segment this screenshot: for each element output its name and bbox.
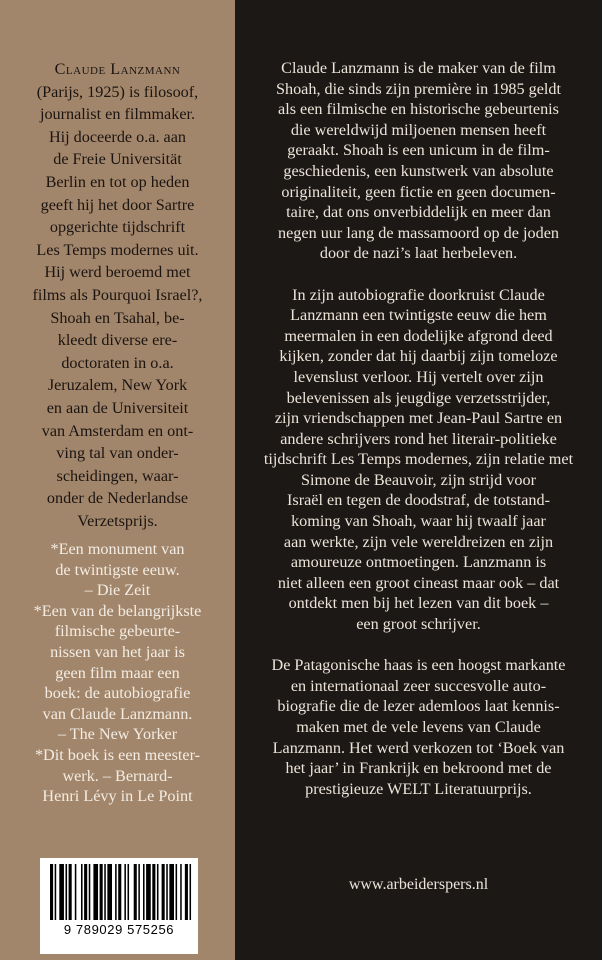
blurb-line: amoureuze ontmoetingen. Lanzmann is [290, 553, 547, 572]
bio-line: geeft hij het door Sartre [40, 195, 195, 214]
barcode-bar [146, 864, 151, 920]
barcode-bar [128, 864, 130, 920]
blurb-line: geschiedenis, een kunstwerk van absolute [283, 161, 554, 180]
barcode-bar [75, 864, 77, 920]
blurb-line: originaliteit, geen fictie en geen documen- [281, 182, 556, 201]
quote-line: *Een monument van [50, 540, 185, 558]
blurb-line: Lanzmann. Het werd verkozen tot ‘Boek van [272, 738, 565, 757]
bio-line: Les Temps modernes uit. [36, 240, 199, 259]
blurb-line: negen uur lang de massamoord op de joden [278, 223, 559, 242]
blurb-line: Lanzmann een twintigste eeuw die hem [290, 306, 547, 325]
blurb-line: andere schrijvers rond het literair-politieke [280, 429, 557, 448]
barcode-digits: 9 789029 575256 [63, 922, 175, 937]
quote-line: filmische gebeurte- [54, 622, 181, 641]
blurb-line: ontdekt men bij het lezen van dit boek – [288, 594, 549, 613]
blurb-line: taire, dat ons onverbiddelijk en meer dan [286, 203, 551, 222]
blurb-line: Simone de Beauvoir, zijn strijd voor [301, 470, 536, 489]
barcode-bar [162, 864, 165, 920]
blurb-line: meermalen in een dodelijke afgrond deed [284, 326, 553, 345]
publisher-url[interactable]: www.arbeiderspers.nl [348, 876, 489, 893]
blurb-paragraph-1 [235, 58, 602, 264]
barcode-bar [84, 864, 87, 920]
blurb-line: In zijn autobiografie doorkruist Claude [292, 285, 545, 304]
blurb-line: aan werkte, zijn vele wereldreizen en zijn [283, 532, 554, 551]
barcode-bar [124, 864, 126, 920]
quote-line: *Dit boek is een meester- [34, 745, 201, 764]
barcode-bar [152, 864, 155, 920]
author-name: Claude Lanzmann [54, 60, 181, 78]
bio-line: Shoah en Tsahal, be- [50, 308, 185, 327]
barcode-bar [176, 864, 178, 920]
blurb-line: Claude Lanzmann is de maker van de film [281, 59, 556, 77]
bio-line: scheidingen, waar- [56, 466, 179, 485]
barcode-bar [143, 864, 145, 920]
blurb-line: De Patagonische haas is een hoogst markante [271, 656, 566, 675]
quote-line: van Claude Lanzmann. [42, 704, 193, 723]
barcode-bars [40, 858, 198, 924]
barcode-bar [89, 864, 91, 920]
quote-line: *Een van de belangrijkste [33, 601, 202, 620]
bio-line: opgerichte tijdschrift [49, 218, 186, 237]
barcode-bar [104, 864, 106, 920]
bio-line: en aan de Universiteit [46, 398, 189, 417]
blurb-line: als een filmische en historische gebeurtenis [278, 100, 559, 119]
bio-line: Hij werd beroemd met [44, 263, 191, 282]
bio-line: Verzetsprijs. [77, 511, 158, 530]
bio-line: Jeruzalem, New York [47, 376, 188, 395]
blurb-line: kijken, zonder dat hij daarbij zijn tomeloze [279, 347, 558, 366]
barcode-bar [115, 864, 117, 920]
blurb-line: belevenissen als jeugdige verzetsstrijder, [286, 388, 551, 407]
blurb-line: tijdschrift Les Temps modernes, zijn relatie met [263, 450, 574, 469]
barcode-bar [169, 864, 174, 920]
blurb-text [235, 58, 602, 799]
blurb-line: biografie die de lezer ademloos laat kennis- [277, 697, 560, 716]
isbn-barcode [40, 858, 198, 954]
barcode-bar [69, 864, 72, 920]
barcode-bar [190, 864, 192, 920]
blurb-line: door de nazi’s laat herbeleven. [319, 244, 518, 263]
bio-line: kleedt diverse ere- [57, 331, 178, 350]
barcode-bar [59, 864, 64, 920]
quote-line: Henri Lévy in Le Point [42, 787, 193, 806]
blurb-line: zijn vriendschappen met Jean-Paul Sartre en [274, 409, 563, 428]
quote-line: werk. – Bernard- [62, 766, 173, 785]
bio-line: Berlin en tot op heden [45, 172, 190, 191]
blurb-line: het jaar’ in Frankrijk en bekroond met de [285, 759, 552, 778]
barcode-bar [138, 864, 140, 920]
bio-line: de Freie Universität [53, 150, 182, 169]
barcode-bar [185, 864, 188, 920]
bio-line: doctoraten in o.a. [61, 353, 174, 372]
bio-line: journalist en filmmaker. [39, 105, 196, 124]
blurb-line: koming van Shoah, waar hij twaalf jaar [291, 512, 546, 531]
blurb-line: die wereldwijd miljoenen mensen heeft [290, 120, 547, 139]
bio-line: ving tal van onder- [56, 444, 179, 463]
barcode-bar [107, 864, 112, 920]
quote-line: boek: de autobiografie [44, 684, 191, 703]
blurb-line: Israël en tegen de doodstraf, de totstand- [287, 491, 550, 510]
blurb-line: en internationaal zeer succesvolle auto- [290, 676, 547, 695]
barcode-bar [66, 864, 68, 920]
blurb-line: een groot schrijver. [356, 615, 481, 634]
bio-line: van Amsterdam en ont- [41, 421, 194, 440]
blurb-line: geraakt. Shoah is een unicum in de film- [287, 141, 550, 160]
bio-line: onder de Nederlandse [46, 489, 189, 508]
barcode-bar [81, 864, 83, 920]
barcode-bar [157, 864, 159, 920]
blurb-paragraph-3 [235, 655, 602, 799]
barcode-bar [50, 864, 53, 920]
blurb-line: prestigieuze WELT Literatuurprijs. [305, 779, 532, 798]
blurb-line: levenslust verloor. Hij vertelt over zijn [293, 367, 544, 386]
quote-source: – Die Zeit [84, 581, 151, 600]
quote-line: geen film maar een [55, 663, 180, 682]
blurb-line: Shoah, die sinds zijn première in 1985 geldt [275, 79, 562, 98]
bio-line: Hij doceerde o.a. aan [48, 127, 187, 146]
barcode-bar [180, 864, 182, 920]
quote-source: – The New Yorker [57, 725, 178, 744]
press-quotes [0, 539, 235, 807]
blurb-line: niet alleen een groot cineast maar ook – dat [277, 573, 560, 592]
barcode-bar [55, 864, 57, 920]
blurb-line: maken met de vele levens van Claude [296, 718, 541, 736]
barcode-bar [118, 864, 121, 920]
barcode-bar [93, 864, 98, 920]
barcode-bar [100, 864, 103, 920]
quote-line: de twintigste eeuw. [55, 560, 180, 579]
quote-line: nissen van het jaar is [50, 642, 185, 661]
barcode-bar [134, 864, 137, 920]
bio-line: films als Pourquoi Israel?, [32, 285, 203, 304]
author-bio [0, 58, 235, 532]
bio-line: (Parijs, 1925) is filosoof, [36, 82, 199, 101]
blurb-paragraph-2 [235, 285, 602, 635]
barcode-bar [166, 864, 168, 920]
